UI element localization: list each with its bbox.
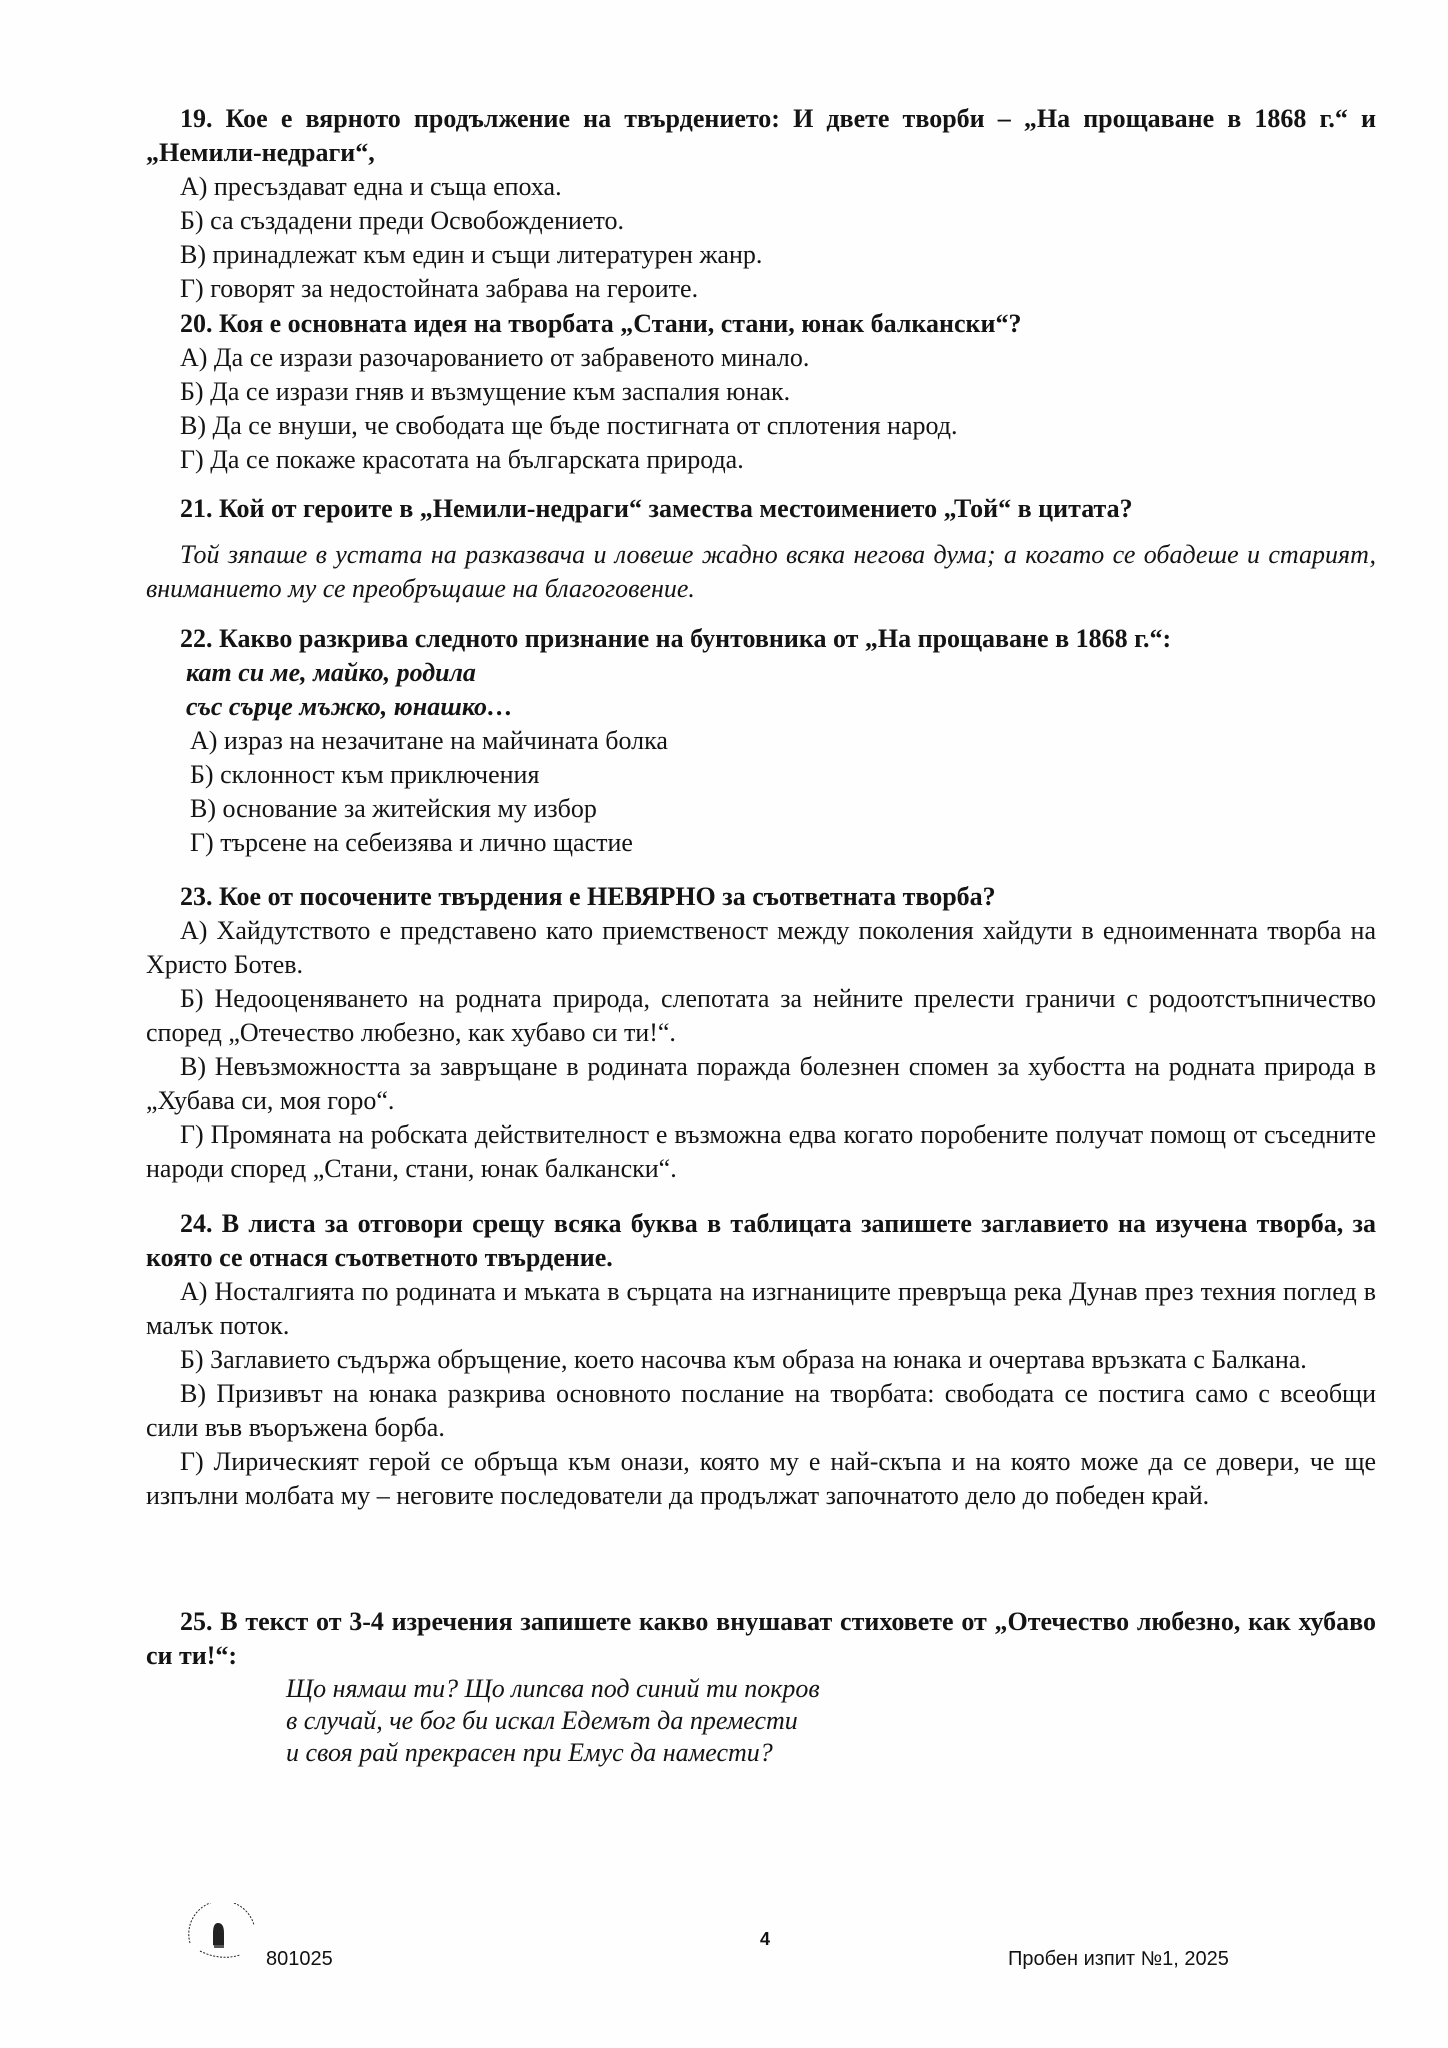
question-19 (146, 102, 1376, 306)
answer-option: В) Да се внуши, че свободата ще бъде постигната от сплотения народ. (180, 411, 958, 440)
answer-option: В) основание за житейския му избор (190, 794, 597, 823)
page-number: 4 (760, 1929, 771, 1949)
quotation: Той зяпаше в устата на разказвача и ловеше жадно всяка негова дума; а когато се обадеше и старият, вниманието му се преобръщаше на благоговение. (146, 540, 1376, 603)
poem-line: и своя рай прекрасен при Емус да намести? (286, 1738, 773, 1767)
answer-option: Г) търсене на себеизява и лично щастие (190, 828, 633, 857)
question-title: 22. Какво разкрива следното признание на бунтовника от „На прощаване в 1868 г.“: (180, 624, 1172, 653)
poem-line: със сърце мъжко, юнашко… (186, 692, 514, 721)
answer-option: В) Невъзможността за завръщане в родината поражда болезнен спомен за хубостта на родната природа в „Хубава си, моя горо“. (146, 1052, 1376, 1115)
answer-option: В) принадлежат към един и същи литературен жанр. (180, 240, 763, 269)
answer-option: Б) Да се изрази гняв и възмущение към заспалия юнак. (180, 377, 791, 406)
question-24 (146, 1207, 1376, 1513)
poem-line: в случай, че бог би искал Едемът да премести (286, 1706, 798, 1735)
question-title: 19. Кое е вярното продължение на твърдението: И двете творби – „На прощаване в 1868 г.“ и „Немили-недраги“, (146, 104, 1376, 167)
question-21 (146, 492, 1376, 606)
answer-option: А) Носталгията по родината и мъката в сърцата на изгнаниците превръща река Дунав през техния поглед в малък поток. (146, 1277, 1376, 1340)
exam-code: 801025 (266, 1948, 333, 1970)
answer-option: Г) говорят за недостойната забрава на героите. (180, 274, 699, 303)
question-20 (146, 307, 1376, 477)
answer-option: Г) Да се покаже красотата на българската природа. (180, 445, 744, 474)
answer-option: А) Хайдутството е представено като приемственост между поколения хайдути в едноименната творба на Христо Ботев. (146, 916, 1376, 979)
question-title: 23. Кое от посочените твърдения е НЕВЯРНО за съответната творба? (180, 882, 996, 911)
question-22 (146, 622, 1376, 860)
answer-option: А) пресъздават една и съща епоха. (180, 172, 562, 201)
poem-line: Що нямаш ти? Що липсва под синий ти покров (286, 1674, 820, 1703)
question-title: 24. В листа за отговори срещу всяка буква в таблицата запишете заглавието на изучена творба, за която се отнася съответното твърдение. (146, 1209, 1376, 1272)
answer-option: Г) Лирическият герой се обръща към онази, която му е най-скъпа и на която може да се довери, че ще изпълни молбата му – неговите последователи да продължат започнатото дело до победен край. (146, 1447, 1376, 1510)
answer-option: Б) Заглавието съдържа обръщение, което насочва към образа на юнака и очертава връзката с Балкана. (180, 1345, 1307, 1374)
answer-option: В) Призивът на юнака разкрива основното послание на творбата: свободата се постига само с всеобщи сили във въоръжена борба. (146, 1379, 1376, 1442)
answer-option: А) Да се изрази разочарованието от забравеното минало. (180, 343, 810, 372)
question-23 (146, 880, 1376, 1186)
answer-option: Б) са създадени преди Освобождението. (180, 206, 625, 235)
question-title: 20. Коя е основната идея на творбата „Стани, стани, юнак балкански“? (180, 309, 1022, 338)
poem-line: кат си ме, майко, родила (186, 658, 476, 687)
answer-option: Б) Недооценяването на родната природа, слепотата за нейните прелести граничи с родоотстъпничество според „Отечество любезно, как хубаво си ти!“. (146, 984, 1376, 1047)
exam-label: Пробен изпит №1, 2025 (1008, 1948, 1229, 1970)
answer-option: Г) Промяната на робската действителност е възможна едва когато поробените получат помощ от съседните народи според „Стани, стани, юнак балкански“. (146, 1120, 1376, 1183)
question-25 (146, 1605, 1376, 1769)
question-title: 25. В текст от 3-4 изречения запишете какво внушават стиховете от „Отечество любезно, как хубаво си ти!“: (146, 1607, 1376, 1670)
question-title: 21. Кой от героите в „Немили-недраги“ замества местоимението „Той“ в цитата? (180, 494, 1133, 523)
answer-option: Б) склонност към приключения (190, 760, 540, 789)
publisher-logo-icon (180, 1903, 264, 1965)
answer-option: А) израз на незачитане на майчината болка (190, 726, 668, 755)
